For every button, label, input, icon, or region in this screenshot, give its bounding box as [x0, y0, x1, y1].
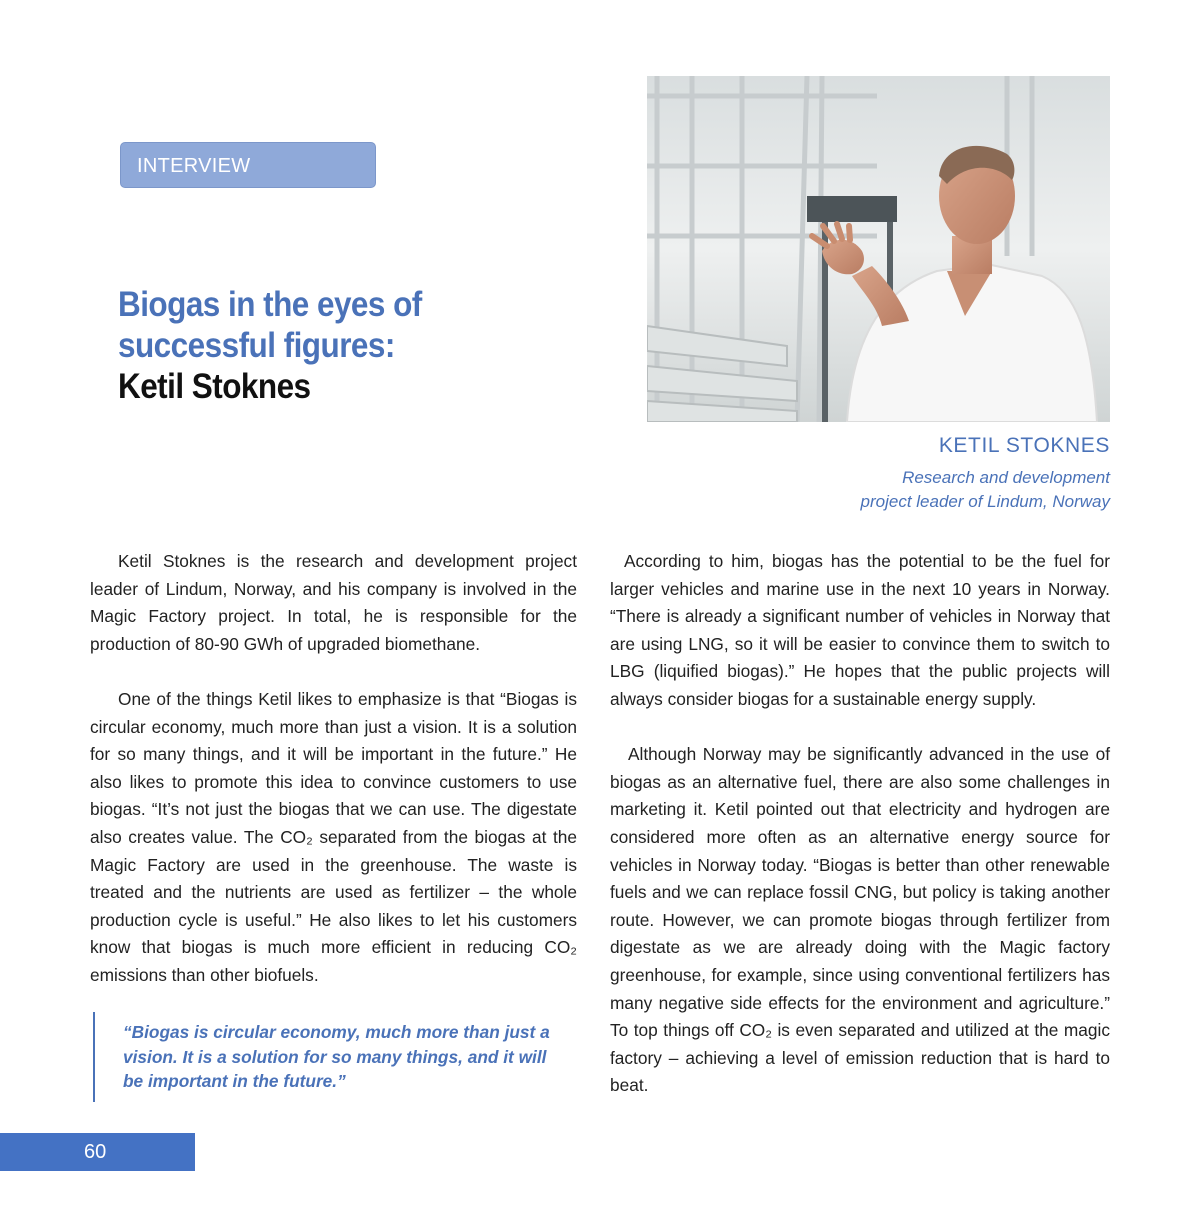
quote-bar — [93, 1012, 95, 1102]
left-paragraph-2: One of the things Ketil likes to emphasize is that “Biogas is circular economy, much more than just a vision. It is a solution for so many things, and it will be important in the future.” He also likes to promote this idea to convince customers to use biogas. “It’s not just the biogas that we can use. The digestate also creates value. The CO₂ separated from the biogas at the Magic Factory are used in the greenhouse. The waste is treated and the nutrients are used as fertilizer – the whole production cycle is useful.” He also likes to let his customers know that biogas is much more efficient in reducing CO₂ emissions than other biofuels. — [90, 688, 577, 985]
left-column — [90, 548, 577, 990]
caption-role-line-2: project leader of Lindum, Norway — [860, 492, 1110, 511]
right-paragraph-2: Although Norway may be significantly advanced in the use of biogas as an alternative fuel, there are also some challenges in marketing it. Ketil pointed out that electricity and hydrogen are considered more often as an alternative energy source for vehicles in Norway today. “Biogas is better than other renewable fuels and we can replace fossil CNG, but policy is taking another route. However, we can promote biogas through fertilizer from digestate as we are already doing with the Magic factory greenhouse, for example, since using conventional fertilizers has many negative side effects for the environment and agriculture.” To top things off CO₂ is even separated and utilized at the magic factory – achieving a level of emission reduction that is hard to beat. — [610, 744, 1110, 1096]
title-name: Ketil Stoknes — [118, 367, 311, 406]
page-title — [118, 284, 514, 407]
section-tag: INTERVIEW — [120, 142, 376, 188]
title-line-2: successful figures: — [118, 326, 395, 365]
caption-role — [690, 466, 1110, 514]
person-photo-icon — [647, 76, 1110, 422]
page-number: 60 — [84, 1141, 107, 1163]
right-column — [610, 548, 1110, 1100]
right-paragraph-1: According to him, biogas has the potential to be the fuel for larger vehicles and marine use in the next 10 years in Norway. “There is already a significant number of vehicles in Norway that are using LNG, so it will be easier to convince them to switch to LBG (liquified biogas).” He hopes that the public projects will always consider biogas for a sustainable energy supply. — [610, 551, 1110, 709]
pull-quote: “Biogas is circular economy, much more than just a vision. It is a solution for so many things, and it will be important in the future.” — [123, 1022, 550, 1091]
caption-role-line-1: Research and development — [902, 468, 1110, 487]
portrait-photo — [647, 76, 1110, 422]
left-paragraph-1: Ketil Stoknes is the research and development project leader of Lindum, Norway, and his company is involved in the Magic Factory project. In total, he is responsible for the production of 80-90 GWh of upgraded biomethane. — [90, 551, 577, 654]
title-line-1: Biogas in the eyes of — [118, 285, 422, 324]
caption-name: KETIL STOKNES — [938, 434, 1110, 457]
